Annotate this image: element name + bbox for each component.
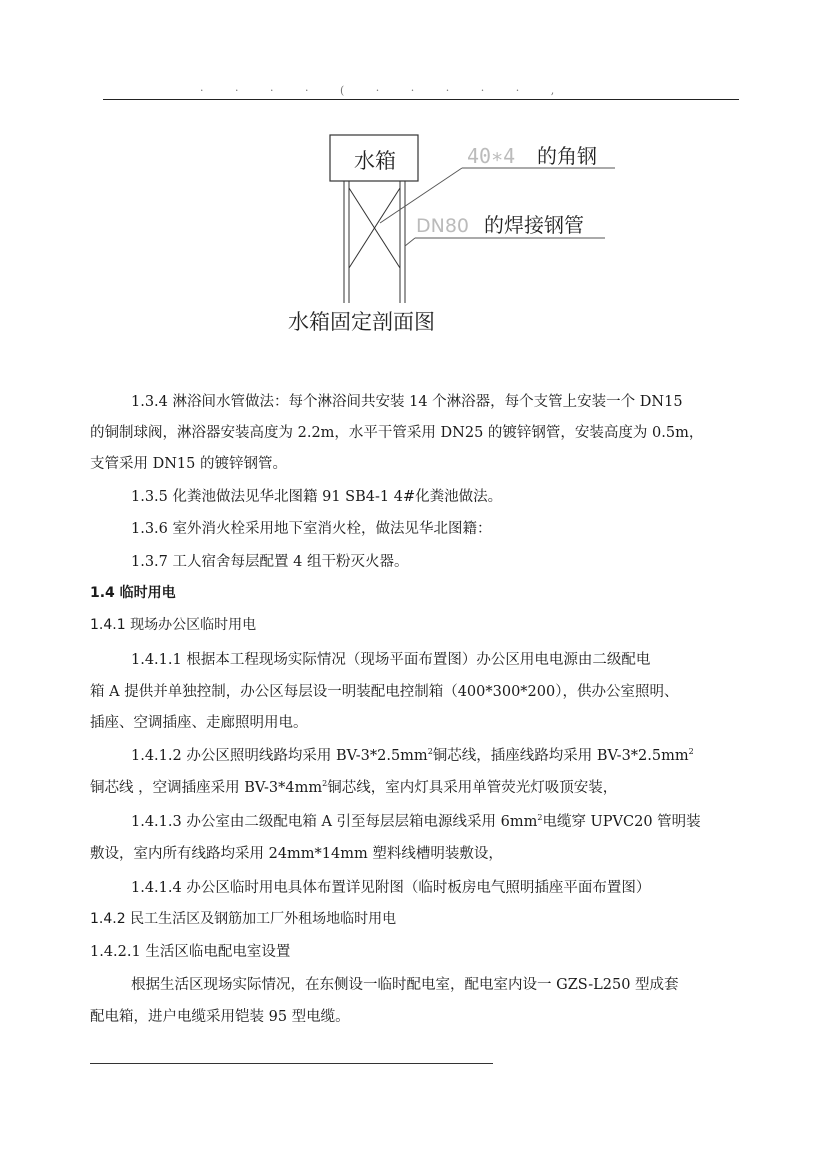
para-1-3-4-line1: 1.3.4 淋浴间水管做法：每个淋浴间共安装 14 个淋浴器，每个支管上安装一个 DN15 bbox=[131, 394, 683, 410]
para-1-4-1-4: 1.4.1.4 办公区临时用电具体布置详见附图（临时板房电气照明插座平面布置图） bbox=[131, 880, 651, 896]
heading-1-4-2: 1.4.2 民工生活区及钢筋加工厂外租场地临时用电 bbox=[90, 911, 397, 927]
angle-dim-label: 40∗4 bbox=[467, 144, 516, 168]
footer-rule bbox=[90, 1063, 493, 1064]
p1412-l1a: 1.4.1.2 办公区照明线路均采用 BV-3*2.5mm bbox=[131, 748, 428, 764]
para-1-4-1-1-line2: 箱 A 提供并单独控制，办公区每层设一明装配电控制箱（400*300*200），供办公室照明、 bbox=[90, 684, 679, 700]
para-1-4-1-2-line2 bbox=[90, 776, 617, 797]
superscript: 2 bbox=[427, 747, 433, 756]
para-1-4-2-1-line1: 根据生活区现场实际情况，在东侧设一临时配电室，配电室内设一 GZS-L250 型成套 bbox=[131, 977, 679, 993]
water-tank-diagram bbox=[300, 128, 640, 303]
para-1-4-2-1-line2: 配电箱，进户电缆采用铠装 95 型电缆。 bbox=[90, 1009, 350, 1025]
para-1-4-1-3-line2: 敷设，室内所有线路均采用 24mm*14mm 塑料线槽明装敷设， bbox=[90, 846, 503, 862]
p1413-l1a: 1.4.1.3 办公室由二级配电箱 A 引至每层层箱电源线采用 6mm bbox=[131, 814, 538, 830]
para-1-4-1-2-line1 bbox=[131, 744, 694, 765]
p1412-l2a: 铜芯线 ，空调插座采用 BV-3*4mm bbox=[90, 780, 323, 796]
superscript: 2 bbox=[688, 747, 694, 756]
heading-1-4-2-1: 1.4.2.1 生活区临电配电室设置 bbox=[90, 944, 291, 960]
water-tank-figure bbox=[300, 128, 640, 303]
para-1-4-1-1-line3: 插座、空调插座、走廊照明用电。 bbox=[90, 715, 308, 731]
angle-text-label: 的角钢 bbox=[537, 144, 597, 168]
superscript: 2 bbox=[537, 813, 543, 822]
p1412-l2b: 铜芯线，室内灯具采用单管荧光灯吸顶安装， bbox=[327, 780, 618, 796]
header-rule bbox=[103, 99, 739, 100]
para-1-3-4-line2: 的铜制球阀，淋浴器安装高度为 2.2m，水平干管采用 DN25 的镀锌钢管，安装高度为 0.5m， bbox=[90, 425, 704, 441]
superscript: 2 bbox=[322, 779, 328, 788]
para-1-3-7: 1.3.7 工人宿舍每层配置 4 组干粉灭火器。 bbox=[131, 554, 409, 570]
pipe-dim-label: DN80 bbox=[416, 215, 470, 237]
para-1-3-4-line3: 支管采用 DN15 的镀锌钢管。 bbox=[90, 456, 287, 472]
figure-caption: 水箱固定剖面图 bbox=[288, 310, 435, 334]
tank-label: 水箱 bbox=[354, 149, 396, 173]
header-residue: · · · · ( · · · · · , bbox=[200, 84, 569, 97]
para-1-3-5: 1.3.5 化粪池做法见华北图籍 91 SB4-1 4#化粪池做法。 bbox=[131, 489, 503, 505]
para-1-3-6: 1.3.6 室外消火栓采用地下室消火栓，做法见华北图籍： bbox=[131, 521, 492, 537]
para-1-4-1-1-line1: 1.4.1.1 根据本工程现场实际情况（现场平面布置图）办公区用电电源由二级配电 bbox=[131, 652, 651, 668]
heading-1-4: 1.4 临时用电 bbox=[90, 585, 176, 601]
pipe-text-label: 的焊接钢管 bbox=[484, 213, 584, 237]
p1413-l1b: 电缆穿 UPVC20 管明装 bbox=[542, 814, 701, 830]
p1412-l1b: 铜芯线，插座线路均采用 BV-3*2.5mm bbox=[432, 748, 689, 764]
para-1-4-1-3-line1 bbox=[131, 810, 701, 831]
heading-1-4-1: 1.4.1 现场办公区临时用电 bbox=[90, 617, 257, 633]
